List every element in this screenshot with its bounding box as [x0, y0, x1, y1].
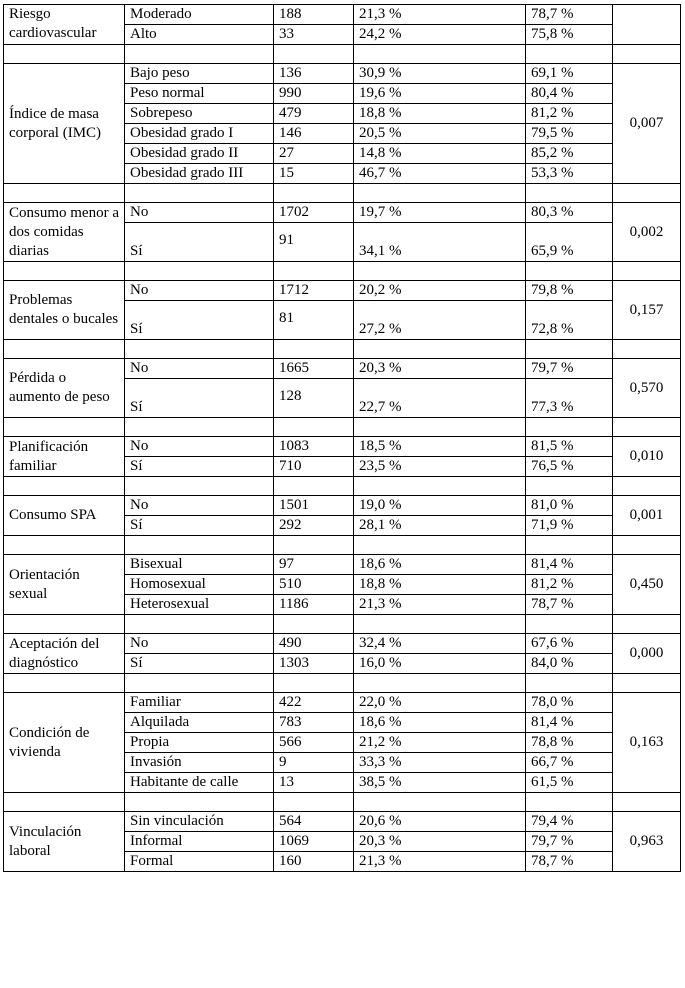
count-cell: 1069	[274, 832, 354, 852]
percent-b-cell: 85,2 %	[526, 144, 613, 164]
percent-a-cell: 28,1 %	[354, 516, 526, 536]
count-cell: 990	[274, 84, 354, 104]
percent-a-cell: 46,7 %	[354, 164, 526, 184]
category-cell: Obesidad grado III	[125, 164, 274, 184]
spacer-cell	[125, 793, 274, 812]
p-value-cell: 0,570	[613, 359, 681, 418]
count-cell: 188	[274, 5, 354, 25]
group-label: Aceptación del diagnóstico	[4, 634, 125, 674]
spacer-cell	[125, 674, 274, 693]
spacer-cell	[613, 418, 681, 437]
category-cell: Sí	[125, 379, 274, 418]
spacer-cell	[613, 262, 681, 281]
spacer-cell	[354, 45, 526, 64]
percent-b-cell: 66,7 %	[526, 753, 613, 773]
spacer-cell	[4, 536, 125, 555]
percent-a-cell: 22,0 %	[354, 693, 526, 713]
percent-a-cell: 18,6 %	[354, 555, 526, 575]
p-value-cell: 0,163	[613, 693, 681, 793]
percent-a-cell: 18,6 %	[354, 713, 526, 733]
percent-b-cell: 69,1 %	[526, 64, 613, 84]
group-label: Consumo SPA	[4, 496, 125, 536]
spacer-row	[4, 615, 681, 634]
table-row	[4, 64, 681, 84]
percent-b-cell: 79,7 %	[526, 359, 613, 379]
percent-a-cell: 14,8 %	[354, 144, 526, 164]
category-cell: Propia	[125, 733, 274, 753]
percent-b-cell: 78,8 %	[526, 733, 613, 753]
percent-b-cell: 76,5 %	[526, 457, 613, 477]
group-label: Orientación sexual	[4, 555, 125, 615]
count-cell: 783	[274, 713, 354, 733]
percent-b-cell: 81,2 %	[526, 575, 613, 595]
percent-a-cell: 20,3 %	[354, 359, 526, 379]
group-label: Riesgo cardiovascular	[4, 5, 125, 45]
table-row	[4, 359, 681, 379]
spacer-cell	[613, 340, 681, 359]
p-value-cell	[613, 5, 681, 45]
spacer-row	[4, 45, 681, 64]
spacer-cell	[125, 477, 274, 496]
category-cell: Invasión	[125, 753, 274, 773]
count-cell: 128	[274, 379, 354, 418]
spacer-cell	[526, 418, 613, 437]
spacer-cell	[613, 793, 681, 812]
count-cell: 510	[274, 575, 354, 595]
count-cell: 1712	[274, 281, 354, 301]
spacer-cell	[613, 674, 681, 693]
percent-b-cell: 78,7 %	[526, 5, 613, 25]
percent-a-cell: 18,8 %	[354, 575, 526, 595]
category-cell: Peso normal	[125, 84, 274, 104]
percent-b-cell: 53,3 %	[526, 164, 613, 184]
p-value-cell: 0,002	[613, 203, 681, 262]
percent-a-cell: 21,3 %	[354, 5, 526, 25]
p-value-cell: 0,000	[613, 634, 681, 674]
count-cell: 91	[274, 223, 354, 262]
spacer-cell	[274, 477, 354, 496]
percent-a-cell: 21,3 %	[354, 852, 526, 872]
group-label: Pérdida o aumento de peso	[4, 359, 125, 418]
count-cell: 160	[274, 852, 354, 872]
spacer-cell	[274, 674, 354, 693]
p-value-cell: 0,450	[613, 555, 681, 615]
percent-b-cell: 81,5 %	[526, 437, 613, 457]
percent-b-cell: 72,8 %	[526, 301, 613, 340]
spacer-cell	[125, 184, 274, 203]
category-cell: No	[125, 203, 274, 223]
category-cell: No	[125, 496, 274, 516]
spacer-cell	[354, 536, 526, 555]
category-cell: Sí	[125, 654, 274, 674]
spacer-cell	[354, 793, 526, 812]
percent-a-cell: 21,3 %	[354, 595, 526, 615]
percent-b-cell: 78,0 %	[526, 693, 613, 713]
count-cell: 146	[274, 124, 354, 144]
percent-a-cell: 33,3 %	[354, 753, 526, 773]
spacer-cell	[354, 262, 526, 281]
percent-b-cell: 61,5 %	[526, 773, 613, 793]
spacer-cell	[613, 184, 681, 203]
percent-b-cell: 81,4 %	[526, 555, 613, 575]
category-cell: Obesidad grado I	[125, 124, 274, 144]
category-cell: Sobrepeso	[125, 104, 274, 124]
spacer-cell	[4, 615, 125, 634]
spacer-row	[4, 674, 681, 693]
spacer-cell	[354, 340, 526, 359]
percent-b-cell: 77,3 %	[526, 379, 613, 418]
percent-a-cell: 23,5 %	[354, 457, 526, 477]
percent-a-cell: 21,2 %	[354, 733, 526, 753]
category-cell: Informal	[125, 832, 274, 852]
count-cell: 33	[274, 25, 354, 45]
count-cell: 15	[274, 164, 354, 184]
category-cell: Heterosexual	[125, 595, 274, 615]
spacer-cell	[613, 615, 681, 634]
percent-a-cell: 38,5 %	[354, 773, 526, 793]
count-cell: 490	[274, 634, 354, 654]
spacer-cell	[125, 536, 274, 555]
category-cell: Formal	[125, 852, 274, 872]
category-cell: Sí	[125, 301, 274, 340]
spacer-cell	[613, 536, 681, 555]
spacer-cell	[125, 45, 274, 64]
percent-a-cell: 19,0 %	[354, 496, 526, 516]
category-cell: Alto	[125, 25, 274, 45]
percent-a-cell: 20,6 %	[354, 812, 526, 832]
table-row	[4, 634, 681, 654]
percent-a-cell: 19,7 %	[354, 203, 526, 223]
spacer-cell	[526, 340, 613, 359]
table-row	[4, 555, 681, 575]
percent-a-cell: 32,4 %	[354, 634, 526, 654]
spacer-cell	[354, 477, 526, 496]
spacer-cell	[4, 477, 125, 496]
percent-b-cell: 84,0 %	[526, 654, 613, 674]
percent-b-cell: 78,7 %	[526, 595, 613, 615]
spacer-row	[4, 184, 681, 203]
group-label: Vinculación laboral	[4, 812, 125, 872]
count-cell: 1186	[274, 595, 354, 615]
category-cell: Homosexual	[125, 575, 274, 595]
percent-a-cell: 18,5 %	[354, 437, 526, 457]
spacer-cell	[354, 184, 526, 203]
category-cell: Bisexual	[125, 555, 274, 575]
category-cell: Moderado	[125, 5, 274, 25]
category-cell: Obesidad grado II	[125, 144, 274, 164]
percent-b-cell: 67,6 %	[526, 634, 613, 654]
percent-a-cell: 19,6 %	[354, 84, 526, 104]
p-value-cell: 0,007	[613, 64, 681, 184]
category-cell: Alquilada	[125, 713, 274, 733]
count-cell: 1303	[274, 654, 354, 674]
percent-a-cell: 22,7 %	[354, 379, 526, 418]
spacer-cell	[354, 418, 526, 437]
count-cell: 564	[274, 812, 354, 832]
percent-b-cell: 81,4 %	[526, 713, 613, 733]
percent-b-cell: 80,4 %	[526, 84, 613, 104]
percent-a-cell: 27,2 %	[354, 301, 526, 340]
spacer-cell	[125, 262, 274, 281]
spacer-row	[4, 793, 681, 812]
category-cell: Sí	[125, 223, 274, 262]
spacer-cell	[274, 418, 354, 437]
spacer-cell	[274, 184, 354, 203]
category-cell: No	[125, 281, 274, 301]
category-cell: Habitante de calle	[125, 773, 274, 793]
spacer-cell	[4, 340, 125, 359]
group-label: Condición de vivienda	[4, 693, 125, 793]
count-cell: 97	[274, 555, 354, 575]
spacer-cell	[274, 793, 354, 812]
count-cell: 1083	[274, 437, 354, 457]
table-row	[4, 437, 681, 457]
spacer-cell	[4, 45, 125, 64]
percent-a-cell: 24,2 %	[354, 25, 526, 45]
percent-b-cell: 65,9 %	[526, 223, 613, 262]
count-cell: 136	[274, 64, 354, 84]
spacer-row	[4, 477, 681, 496]
percent-b-cell: 80,3 %	[526, 203, 613, 223]
percent-b-cell: 71,9 %	[526, 516, 613, 536]
p-value-cell: 0,157	[613, 281, 681, 340]
spacer-cell	[274, 536, 354, 555]
count-cell: 292	[274, 516, 354, 536]
category-cell: Bajo peso	[125, 64, 274, 84]
percent-a-cell: 20,3 %	[354, 832, 526, 852]
p-value-cell: 0,010	[613, 437, 681, 477]
percent-a-cell: 20,5 %	[354, 124, 526, 144]
spacer-row	[4, 536, 681, 555]
percent-a-cell: 18,8 %	[354, 104, 526, 124]
percent-b-cell: 79,7 %	[526, 832, 613, 852]
percent-a-cell: 16,0 %	[354, 654, 526, 674]
count-cell: 9	[274, 753, 354, 773]
percent-a-cell: 30,9 %	[354, 64, 526, 84]
category-cell: No	[125, 437, 274, 457]
group-label: Planificación familiar	[4, 437, 125, 477]
spacer-row	[4, 340, 681, 359]
spacer-cell	[274, 45, 354, 64]
p-value-cell: 0,963	[613, 812, 681, 872]
spacer-row	[4, 418, 681, 437]
table-row	[4, 693, 681, 713]
table-row	[4, 281, 681, 301]
count-cell: 13	[274, 773, 354, 793]
category-cell: No	[125, 634, 274, 654]
spacer-row	[4, 262, 681, 281]
spacer-cell	[526, 477, 613, 496]
percent-b-cell: 81,2 %	[526, 104, 613, 124]
group-label: Índice de masa corporal (IMC)	[4, 64, 125, 184]
count-cell: 1665	[274, 359, 354, 379]
spacer-cell	[526, 674, 613, 693]
group-label: Problemas dentales o bucales	[4, 281, 125, 340]
count-cell: 422	[274, 693, 354, 713]
table-row	[4, 496, 681, 516]
spacer-cell	[526, 536, 613, 555]
spacer-cell	[274, 615, 354, 634]
spacer-cell	[4, 262, 125, 281]
category-cell: Sin vinculación	[125, 812, 274, 832]
count-cell: 1702	[274, 203, 354, 223]
percent-a-cell: 20,2 %	[354, 281, 526, 301]
spacer-cell	[613, 477, 681, 496]
count-cell: 566	[274, 733, 354, 753]
percent-b-cell: 78,7 %	[526, 852, 613, 872]
table-row	[4, 5, 681, 25]
count-cell: 710	[274, 457, 354, 477]
spacer-cell	[526, 793, 613, 812]
spacer-cell	[613, 45, 681, 64]
category-cell: Sí	[125, 516, 274, 536]
table-row	[4, 203, 681, 223]
spacer-cell	[526, 184, 613, 203]
percent-b-cell: 81,0 %	[526, 496, 613, 516]
category-cell: No	[125, 359, 274, 379]
spacer-cell	[125, 340, 274, 359]
p-value-cell: 0,001	[613, 496, 681, 536]
spacer-cell	[526, 45, 613, 64]
spacer-cell	[526, 262, 613, 281]
spacer-cell	[4, 418, 125, 437]
spacer-cell	[125, 615, 274, 634]
count-cell: 1501	[274, 496, 354, 516]
spacer-cell	[4, 674, 125, 693]
count-cell: 27	[274, 144, 354, 164]
spacer-cell	[4, 184, 125, 203]
category-cell: Sí	[125, 457, 274, 477]
percent-a-cell: 34,1 %	[354, 223, 526, 262]
spacer-cell	[354, 615, 526, 634]
spacer-cell	[4, 793, 125, 812]
count-cell: 81	[274, 301, 354, 340]
spacer-cell	[354, 674, 526, 693]
percent-b-cell: 79,8 %	[526, 281, 613, 301]
group-label: Consumo menor a dos comidas diarias	[4, 203, 125, 262]
percent-b-cell: 75,8 %	[526, 25, 613, 45]
results-table	[3, 4, 681, 872]
spacer-cell	[274, 340, 354, 359]
spacer-cell	[274, 262, 354, 281]
percent-b-cell: 79,4 %	[526, 812, 613, 832]
spacer-cell	[526, 615, 613, 634]
table-row	[4, 812, 681, 832]
category-cell: Familiar	[125, 693, 274, 713]
count-cell: 479	[274, 104, 354, 124]
spacer-cell	[125, 418, 274, 437]
percent-b-cell: 79,5 %	[526, 124, 613, 144]
